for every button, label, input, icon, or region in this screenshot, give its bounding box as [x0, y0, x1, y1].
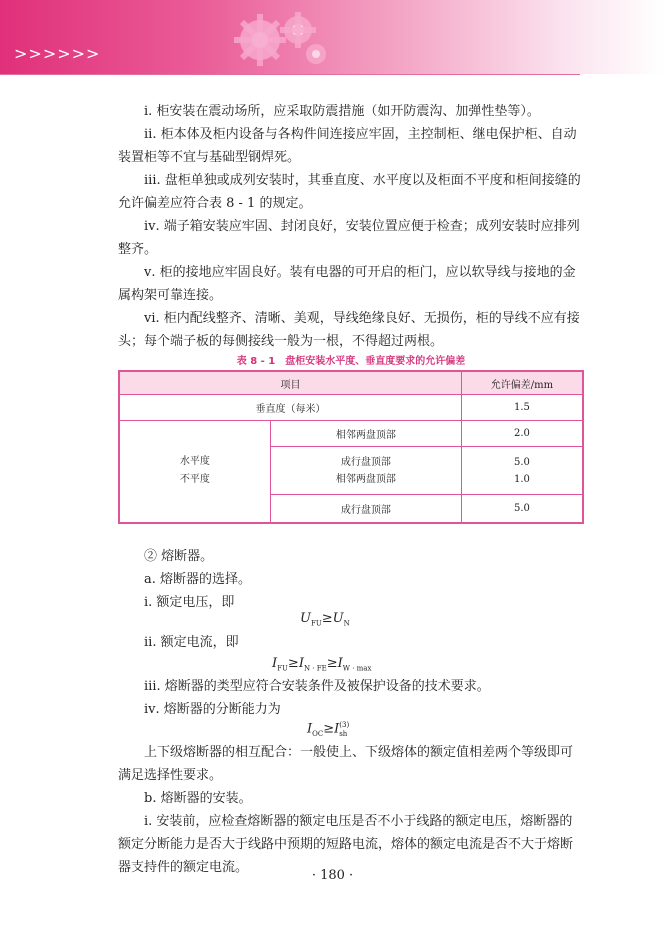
breaking-capacity-line: ⅳ. 熔断器的分断能力为	[144, 702, 281, 717]
sub1-label: 相邻两盘顶部	[270, 421, 461, 447]
f1-b: U	[332, 611, 344, 626]
group-label-cell	[119, 421, 270, 523]
paragraph-4: ⅳ. 端子箱安装应牢固、封闭良好，安装位置应便于检查；成列安装时应排列整齐。	[118, 219, 580, 257]
header-banner	[0, 0, 665, 74]
sub2-label-a: 成行盘顶部	[340, 456, 391, 468]
f1-a: U	[300, 611, 311, 626]
paragraph-3: ⅲ. 盘柜单独或成列安装时，其垂直度、水平度以及柜面不平度和柜间接缝的允许偏差应符合表 8 - 1 的规定。	[118, 173, 581, 211]
f2-c-sub: W · max	[342, 664, 372, 673]
page-number: · 180 ·	[311, 868, 354, 883]
f1-op: ≥	[321, 611, 333, 626]
row-vertical-label: 垂直度（每米）	[119, 395, 461, 421]
f3-a: I	[307, 721, 313, 737]
f3-b-sup: (3)	[339, 721, 350, 729]
sub3-label: 成行盘顶部	[270, 495, 461, 523]
f2-op2: ≥	[326, 656, 338, 671]
header-item: 项目	[119, 371, 461, 395]
formula-current	[272, 656, 371, 673]
group-label-2: 不平度	[179, 474, 210, 486]
fuse-installation: b. 熔断器的安装。	[144, 791, 252, 806]
fuse-type-block	[118, 675, 584, 721]
f2-c: I	[337, 656, 343, 671]
coordination-paragraph: 上下级熔断器的相互配合：一般使上、下级熔体的额定值相差两个等级即可满足选择性要求。	[118, 745, 574, 783]
f1-a-sub: FU	[310, 619, 322, 628]
sub2-label-cell	[270, 447, 461, 495]
rated-voltage-line: ⅰ. 额定电压，即	[144, 595, 235, 610]
rated-current-block	[118, 631, 584, 654]
paragraph-6: ⅵ. 柜内配线整齐、清晰、美观，导线绝缘良好、无损伤，柜的导线不应有接头；每个端子板的每侧接线一般为一根，不得超过两根。	[118, 311, 580, 349]
group-label-1: 水平度	[179, 456, 210, 468]
fuse-intro	[118, 545, 584, 614]
f3-b: I	[334, 721, 340, 737]
f2-a: I	[272, 656, 278, 671]
fuse-heading: ② 熔断器。	[144, 549, 214, 564]
formula-breaking	[307, 721, 350, 738]
install-check-paragraph: ⅰ. 安装前，应检查熔断器的额定电压是否不小于线路的额定电压，熔断器的额定分断能力是否大于线路中预期的短路电流，熔体的额定电流是否不大于熔断器支持件的额定电流。	[118, 814, 574, 875]
header-rule	[0, 74, 580, 75]
body-top	[118, 100, 584, 353]
fuse-selection: a. 熔断器的选择。	[144, 572, 252, 587]
table-caption: 表 8 - 1 盘柜安装水平度、垂直度要求的允许偏差	[236, 356, 466, 367]
fuse-type-line: ⅲ. 熔断器的类型应符合安装条件及被保护设备的技术要求。	[144, 679, 490, 694]
f2-b-sub: N · FE	[303, 664, 327, 673]
formula-voltage	[300, 611, 350, 628]
f3-a-sub: OC	[312, 729, 324, 738]
f3-b-sub: sh	[339, 729, 348, 738]
fuse-install-block	[118, 741, 584, 879]
sub2-value-b: 1.0	[514, 473, 530, 485]
f2-op1: ≥	[287, 656, 299, 671]
paragraph-1: ⅰ. 柜安装在震动场所，应采取防震措施（如开防震沟、加弹性垫等）。	[144, 104, 540, 119]
sub2-label-b: 相邻两盘顶部	[335, 473, 396, 485]
paragraph-5: ⅴ. 柜的接地应牢固良好。装有电器的可开启的柜门，应以软导线与接地的金属构架可靠连接。	[118, 265, 576, 303]
f2-a-sub: FU	[277, 664, 288, 673]
chevrons-decoration: >>>>>>	[14, 44, 101, 63]
deviation-table	[118, 370, 584, 524]
sub2-value-a: 5.0	[514, 456, 530, 468]
f2-b: I	[298, 656, 304, 671]
paragraph-2: ⅱ. 柜本体及柜内设备与各构件间连接应牢固，主控制柜、继电保护柜、自动装置柜等不宜与基础型钢焊死。	[118, 127, 577, 165]
sub2-value-cell	[461, 447, 583, 495]
sub3-value: 5.0	[461, 495, 583, 523]
header-value: 允许偏差/mm	[461, 371, 583, 395]
row-vertical-value: 1.5	[461, 395, 583, 421]
f3-op: ≥	[323, 721, 335, 737]
rated-current-line: ⅱ. 额定电流，即	[144, 635, 239, 650]
f1-b-sub: N	[343, 619, 350, 628]
sub1-value: 2.0	[461, 421, 583, 447]
gear-icon	[220, 2, 350, 74]
